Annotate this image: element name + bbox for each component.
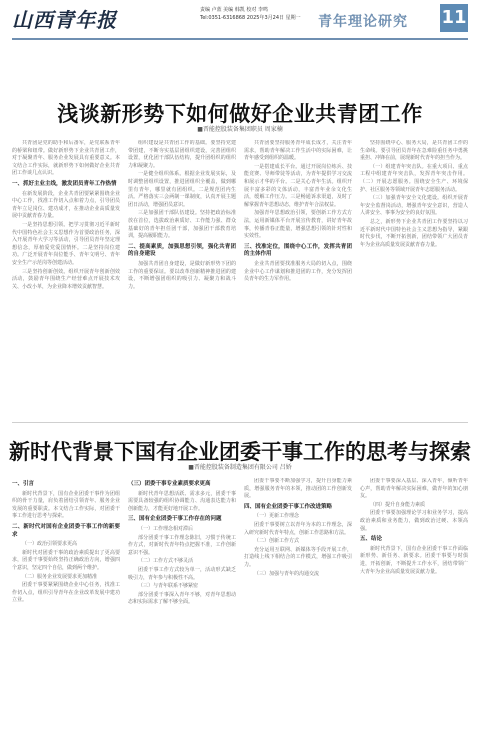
paragraph: 团委干事要紧紧围绕企业中心任务，找准工作切入点，组织引导青年在企业改革发展中建功立业。 bbox=[12, 582, 120, 604]
article2-column-3 bbox=[244, 478, 352, 736]
article1-byline: ■晋能控股装备集团职员 周家楠 bbox=[197, 126, 283, 133]
subheading: 五、结论 bbox=[360, 536, 383, 543]
subheading: 二、新时代对国有企业团委干事工作的新要求 bbox=[12, 523, 120, 538]
paragraph: （二）创新工作方式 bbox=[254, 538, 300, 545]
masthead bbox=[0, 0, 480, 40]
article2-column-4 bbox=[360, 478, 468, 736]
subheading: 三、找准定位，围绕中心工作，发挥共青团的主体作用 bbox=[244, 243, 352, 258]
subheading: 三、国有企业团委干事工作存在的问题 bbox=[128, 516, 222, 523]
paragraph: （二）服务企业发展要求更加精准 bbox=[22, 573, 98, 580]
editor-line: 责编 卢蓝 美编 韩凯 校对 李鸣 bbox=[200, 7, 268, 13]
paragraph: 加强共青团自身建设，是做好新形势下团的工作的重要保证。要以改革创新精神推进团的建设，不断增强团组织的吸引力、凝聚力和战斗力。 bbox=[128, 260, 236, 290]
article1-column-2 bbox=[128, 140, 236, 415]
paragraph: （四）提升自身能力素质 bbox=[370, 501, 426, 508]
paragraph: （一）工作理念相对滞后 bbox=[138, 525, 194, 532]
paragraph: 企业共青团要找准服务大局的切入点，围绕企业中心工作谋划和推进团的工作，充分发挥团员青年的生力军作用。 bbox=[244, 260, 352, 283]
paragraph: （一）组建青年突击队。在重大项目、重点工程中组建青年突击队，发挥青年突击作用。（二）开展志愿服务。围绕安全生产、环境保护、社区服务等领域开展青年志愿服务活动。 bbox=[360, 163, 468, 193]
paragraph: （一）政治引领要求更高 bbox=[22, 541, 78, 548]
paragraph: 总之，新形势下企业共青团工作要坚持以习近平新时代中国特色社会主义思想为指导，紧跟时代步伐，不断开拓创新，团结带领广大团员青年为企业高质量发展贡献青春力量。 bbox=[360, 218, 468, 248]
section-title: 青年理论研究 bbox=[318, 14, 408, 30]
paragraph: （二）工作方式不够灵活 bbox=[138, 558, 194, 565]
paragraph: （三）加强青年安全文化建设。组织开展青年安全监督岗活动，增强青年安全意识，营造人人讲安全、事事为安全的良好氛围。 bbox=[360, 195, 468, 217]
paragraph: 组织建设是共青团工作的基础。要坚持党建带团建，不断夯实基层团组织建设，完善团组织设置，优化团干部队伍结构，提升团组织的组织力和凝聚力。 bbox=[128, 140, 236, 169]
article1-column-4 bbox=[360, 140, 468, 415]
paragraph: 在新发展阶段，企业共青团要紧紧围绕企业中心工作，找准工作切入点和着力点，引导团员青年立足岗位、建功成才，在推动企业高质量发展中贡献青春力量。 bbox=[12, 190, 120, 220]
paragraph: （三）加强与青年的沟通交流 bbox=[254, 570, 320, 577]
paragraph: 新时代青年思想活跃、需求多元，团委干事需要具备较强的组织协调能力、沟通表达能力和创新能力，才能更好地开展工作。 bbox=[128, 490, 236, 512]
header-rule bbox=[12, 38, 468, 40]
paragraph: （一）更新工作理念 bbox=[254, 513, 300, 520]
paragraph: 三是坚持创新创效。组织开展青年创新创效活动，鼓励青年围绕生产经营难点开展技术攻关、小改小革，为企业降本增效贡献智慧。 bbox=[12, 268, 120, 290]
article2-byline: ■晋能控股装备制造集团有限公司 吕娇 bbox=[188, 464, 292, 471]
subheading: 一、抓好主业主线，激发团员青年工作热情 bbox=[12, 180, 117, 187]
paragraph: 部分团委干事深入青年不够，对青年思想动态和实际需求了解不够全面。 bbox=[128, 591, 236, 606]
paragraph: 团委干事要深入基层、深入青年，倾听青年心声，帮助青年解决实际困难，做青年的知心朋友。 bbox=[360, 478, 468, 500]
paragraph: 新时代对团委干事的政治素质提出了更高要求，团委干事要始终坚持正确政治方向，增强四个意识，坚定四个自信，做到两个维护。 bbox=[12, 549, 120, 571]
paragraph: 团委干事要树立以青年为本的工作理念，深入研究新时代青年特点，创新工作思路和方法。 bbox=[244, 521, 352, 536]
subheading: 四、国有企业团委干事工作改进策略 bbox=[244, 503, 333, 510]
paragraph: 三是加强团干部队伍建设。坚持把政治标准放在首位，选拔政治素质好、工作能力强、群众基础好的青年担任团干部，加强团干部教育培训，提高履职能力。 bbox=[128, 210, 236, 240]
paragraph: 新时代背景下，国有企业团委干事工作面临新形势、新任务、新要求。团委干事要与时俱进，开拓创新，不断提升工作水平，团结带领广大青年为企业高质量发展贡献力量。 bbox=[360, 545, 468, 575]
article2-headline: 新时代背景下国有企业团委干事工作的思考与探索 bbox=[9, 440, 471, 464]
subheading: （三）团委干事专业素质要求更高 bbox=[128, 481, 211, 487]
paragraph: 共青团是党的助手和后备军，是党联系青年的桥梁和纽带。做好新形势下企业共青团工作，对于凝聚青年、服务企业发展具有重要意义。本文结合工作实际，就新形势下如何做好企业共青团工作谈几点认识。 bbox=[12, 140, 120, 177]
paragraph: 新时代背景下，国有企业团委干事作为团组织的骨干力量，肩负着团结引领青年、服务企业发展的重要职责。本文结合工作实际，对团委干事工作进行思考与探索。 bbox=[12, 490, 120, 520]
paragraph: 加强青年思想政治引领，要创新工作方式方法，运用新媒体平台开展宣传教育，讲好青年故事，传播青春正能量，增强思想引领的针对性和实效性。 bbox=[244, 210, 352, 240]
paragraph: 团委干事工作方式较为单一，活动形式缺乏吸引力，青年参与积极性不高。 bbox=[128, 566, 236, 581]
paragraph: 一是搭建成长平台。通过开展岗位练兵、技能竞赛、导师带徒等活动，为青年提供学习交流和展示才华的平台。二是关心青年生活。组织开展丰富多彩的文体活动，丰富青年业余文化生活，缓解工作压力。三是畅通诉求渠道，及时了解掌握青年思想动态，维护青年合法权益。 bbox=[244, 163, 352, 208]
subheading: 二、提高素质，加强思想引领，强化共青团的自身建设 bbox=[128, 243, 236, 258]
article1-column-3 bbox=[244, 140, 352, 415]
article-divider bbox=[12, 422, 468, 423]
paragraph: 团委干事要不断加强学习，提升自身能力素质，增强服务青年的本领，推动团的工作创新发展。 bbox=[244, 478, 352, 500]
paragraph: 团委干事要加强理论学习和业务学习，提高政治素质和业务能力，做到政治过硬、本领高强。 bbox=[360, 510, 468, 532]
paragraph: 一是健全组织体系。根据企业发展实际，及时调整团组织设置，推进团组织全覆盖，做到哪里有青年，哪里就有团组织。二是规范团内生活。严格落实三会两制一课制度，认真开展主题团日活动，增强团员意识。 bbox=[128, 171, 236, 208]
paragraph: 一是坚持思想引领。把学习贯彻习近平新时代中国特色社会主义思想作为首要政治任务，深入开展青年大学习等活动，引导团员青年坚定理想信念，厚植爱党爱国情怀。二是坚持岗位建功。广泛开展青年岗位能手、青年文明号、青年安全生产示范岗等创建活动。 bbox=[12, 221, 120, 266]
page-number: 11 bbox=[440, 4, 468, 32]
article2-column-2 bbox=[128, 478, 236, 736]
subheading: 一、引言 bbox=[12, 481, 35, 487]
publication-info bbox=[200, 6, 310, 22]
paragraph: 坚持围绕中心、服务大局，是共青团工作的生命线。要引导团员青年在急难险重任务中勇挑重担、冲锋在前，展现新时代青年的担当作为。 bbox=[360, 140, 468, 162]
article2-column-1 bbox=[12, 478, 120, 736]
paragraph: 共青团要坚持服务青年成长成才，关注青年需求，帮助青年解决工作生活中的实际困难，让青年感受到组织的温暖。 bbox=[244, 140, 352, 162]
date-line: Tel:0351-6316868 2025年3月24日 星期一 bbox=[200, 15, 301, 21]
article1-headline: 浅谈新形势下如何做好企业共青团工作 bbox=[57, 102, 423, 126]
paragraph: （三）与青年联系不够紧密 bbox=[138, 583, 199, 590]
newspaper-logo: 山西青年报 bbox=[12, 8, 117, 32]
paragraph: 部分团委干事工作理念陈旧，习惯于传统工作方式，对新时代青年特点把握不准，工作创新意识不强。 bbox=[128, 534, 236, 556]
paragraph: 充分运用互联网、新媒体等手段开展工作，打造线上线下相结合的工作模式，增强工作吸引力。 bbox=[244, 546, 352, 568]
article1-column-1 bbox=[12, 140, 120, 415]
